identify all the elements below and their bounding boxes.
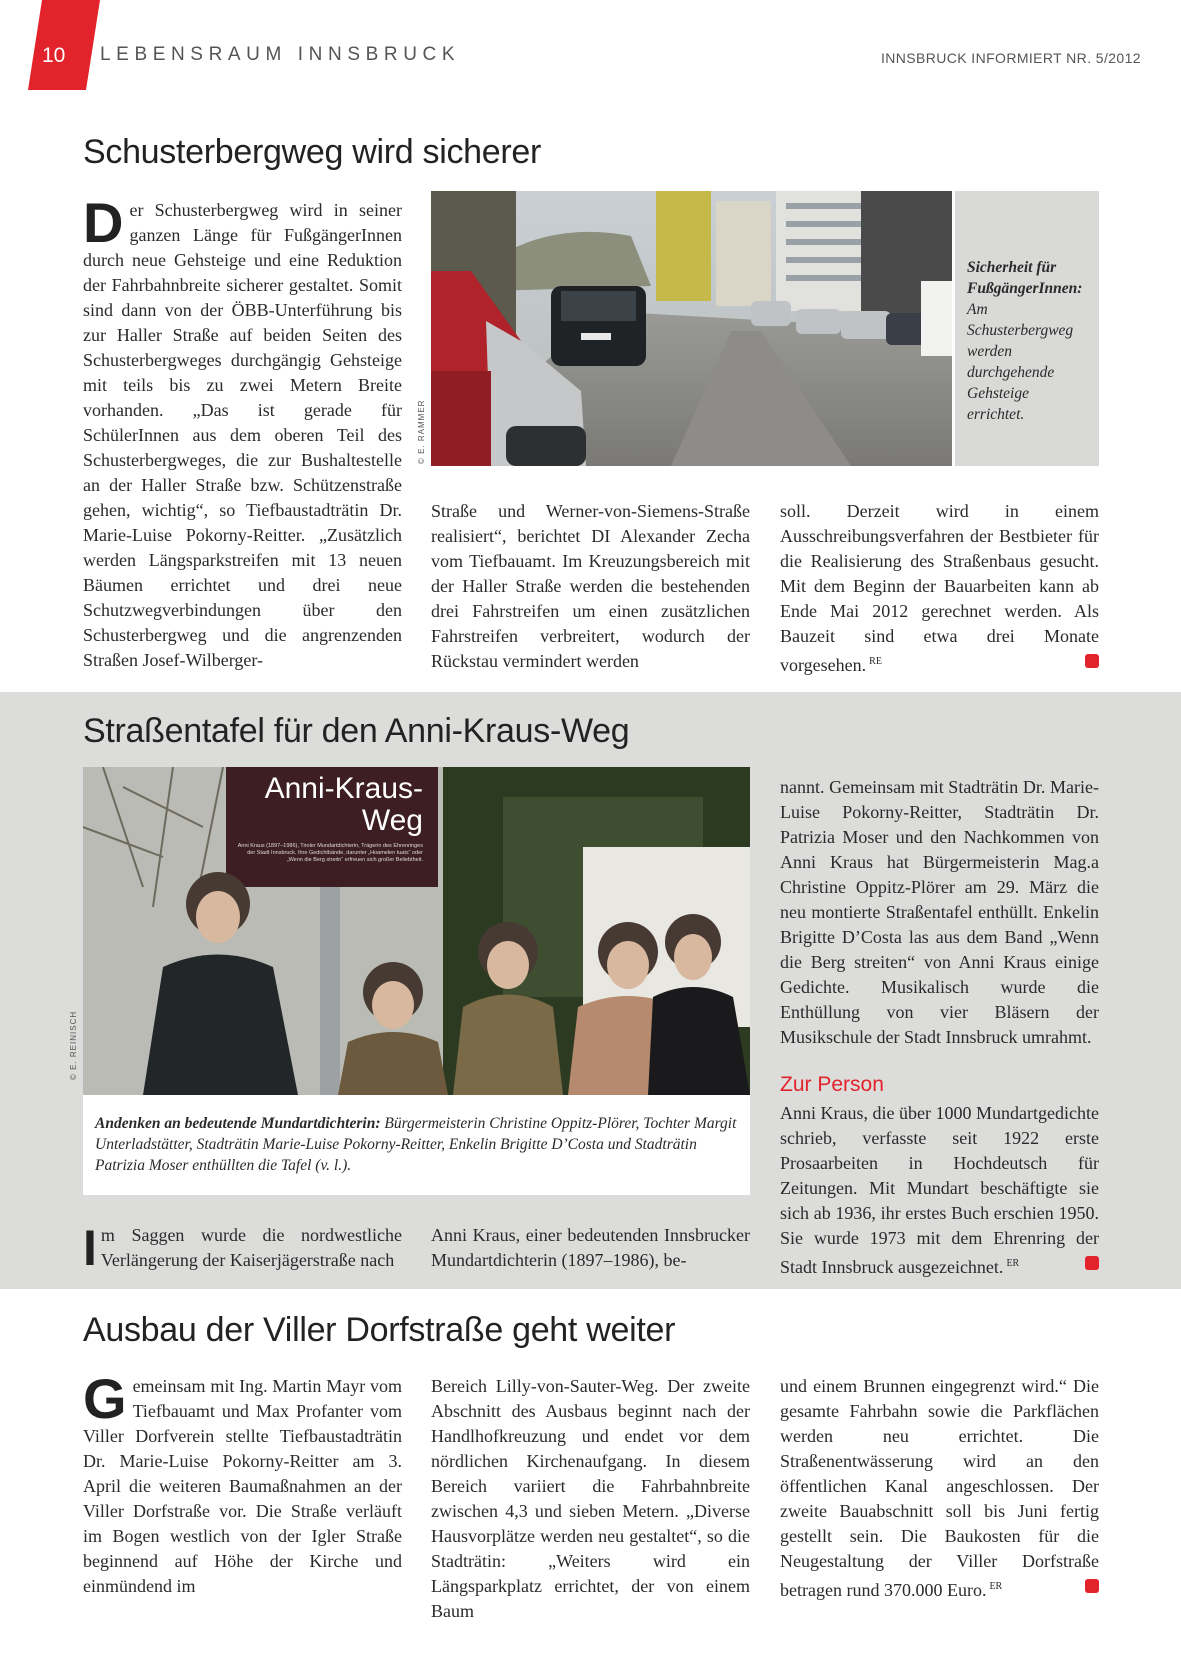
- street-sign-title-line1: Anni-Kraus-: [264, 772, 423, 805]
- article1-column-2: [431, 499, 750, 674]
- zur-person-heading: Zur Person: [780, 1073, 884, 1096]
- article2-column-1: [83, 1220, 402, 1276]
- street-sign-photo: [83, 767, 750, 1095]
- article3-column-1: [83, 1367, 402, 1599]
- article1-col3-text: soll. Derzeit wird in einem Ausschreibungsverfahren der Bestbieter für die Realisierung des Straßenbaus gesucht. Mit dem Beginn der Bauarbeiten kann ab Ende Mai 2012 gerechnet werden. Als Bauzeit sind etwa drei Monate vorgesehen.: [780, 501, 1099, 675]
- article2-column-3: [780, 775, 1099, 1280]
- section-label: LEBENSRAUM INNSBRUCK: [100, 44, 461, 65]
- article2-photo-caption: [83, 1095, 750, 1195]
- article3-dropcap: G: [83, 1367, 127, 1430]
- article3-end-mark: [1085, 1579, 1099, 1593]
- article1-end-mark: [1085, 654, 1099, 668]
- street-sign-text: Anni Kraus (1897–1986), Tiroler Mundartdichterin, Trägerin des Ehrenringes der Stadt Innsbruck. Ihre Gedichtbände, darunter „Hoamelen tuats“ oder „Wenn die Berg streitn“ erfreuen sich großer Beliebtheit.: [237, 843, 423, 863]
- street-photo: [431, 191, 952, 466]
- article2-col2-text: Anni Kraus, einer bedeutenden Innsbrucker Mundartdichterin (1897–1986), be-: [431, 1225, 750, 1270]
- zur-person-text: Anni Kraus, die über 1000 Mundartgedichte schrieb, verfasste seit 1922 erste Prosaarbeiten in Hochdeutsch für Zeitungen. Mit Mundart beschäftigte sie sich ab 1936, ihr erstes Buch erschien 1950. Sie wurde 1973 mit dem Ehrenring der Stadt Innsbruck ausgezeichnet.: [780, 1103, 1099, 1277]
- street-sign-title-line2: Weg: [361, 804, 423, 837]
- article1-dropcap: D: [83, 191, 124, 254]
- article1-col2-text: Straße und Werner-von-Siemens-Straße realisiert“, berichtet DI Alexander Zecha vom Tiefbauamt. Im Kreuzungsbereich mit der Haller Straße werden die bestehenden drei Fahrstreifen um einen zusätzlichen Fahrstreifen verbreitert, wodurch der Rückstau vermindert werden: [431, 501, 750, 671]
- article1-initials: RE: [869, 656, 882, 667]
- article2-end-mark: [1085, 1256, 1099, 1270]
- article3-column-2: [431, 1374, 750, 1624]
- article2-initials: ER: [1006, 1258, 1020, 1269]
- article1-caption-text: Am Schusterbergweg werden durchgehende Gehsteige errichtet.: [967, 301, 1074, 423]
- article2-photo-credit: © E. REINISCH: [69, 1010, 78, 1080]
- article2-caption-bold: Andenken an bedeutende Mundartdichterin:: [95, 1115, 381, 1132]
- article1-column-3: [780, 499, 1099, 678]
- article3-col1-text: emeinsam mit Ing. Martin Mayr vom Tiefbauamt und Max Profanter vom Viller Dorfverein stellte Tiefbaustadträtin Dr. Marie-Luise Pokorny-Reitter am 3. April die weiteren Baumaßnahmen an der Viller Dorfstraße vor. Die Straße verläuft im Bogen westlich von der Igler Straße beginnend auf Höhe der Kirche und einmündend im: [83, 1376, 402, 1596]
- article3-title: Ausbau der Viller Dorfstraße geht weiter: [83, 1311, 676, 1349]
- article3-initials: ER: [989, 1581, 1003, 1592]
- article1-col1-text: er Schusterbergweg wird in seiner ganzen Länge für FußgängerInnen durch neue Gehsteige und eine Reduktion der Fahrbahnbreite sicherer gestaltet. Somit sind dann von der ÖBB-Unterführung bis zur Haller Straße auf beiden Seiten des Schusterbergweges durchgängig Gehsteige mit teils bis zu zwei Metern Breite vorhanden. „Das ist gerade für SchülerInnen aus dem oberen Teil des Schusterbergweges, die zur Bushaltestelle an der Haller Straße bzw. Schützenstraße gehen, wichtig“, so Tiefbaustadträtin Dr. Marie-Luise Pokorny-Reitter. „Zusätzlich werden Längsparkstreifen mit 13 neuen Bäumen errichtet und drei neue Schutzwegverbindungen über den Schusterbergweg und die angrenzenden Straßen Josef-Wilberger-: [83, 200, 402, 670]
- article2-title: Straßentafel für den Anni-Kraus-Weg: [83, 712, 630, 750]
- article1-photo-caption: [955, 191, 1099, 466]
- article2-col3-text: nannt. Gemeinsam mit Stadträtin Dr. Marie-Luise Pokorny-Reitter, Stadträtin Dr. Patrizia Moser und den Nachkommen von Anni Kraus hat Bürgermeisterin Mag.a Christine Oppitz-Plörer am 29. März die neu montierte Straßentafel enthüllt. Enkelin Brigitte D’Costa las aus dem Band „Wenn die Berg streiten“ von Anni Kraus einige Gedichte. Musikalisch wurde die Enthüllung von vier Bläsern der Musikschule der Stadt Innsbruck umrahmt.: [780, 777, 1099, 1047]
- article2-dropcap: I: [83, 1220, 97, 1276]
- street-sign: [233, 767, 433, 885]
- article1-photo-credit: © E. RAMMER: [417, 399, 426, 464]
- article2-column-2: [431, 1223, 750, 1273]
- street-photo-image: [431, 191, 952, 466]
- article3-col2-text: Bereich Lilly-von-Sauter-Weg. Der zweite Abschnitt des Ausbaus beginnt nach der Handlhofkreuzung und endet vor dem nördlichen Kirchenaufgang. In diesem Bereich variiert die Fahrbahnbreite zwischen 4,3 und sieben Metern. „Diverse Hausvorplätze werden neu gestaltet“, so die Stadträtin: „Weiters wird ein Längsparkplatz errichtet, der von einem Baum: [431, 1376, 750, 1621]
- issue-label: INNSBRUCK INFORMIERT NR. 5/2012: [880, 50, 1141, 66]
- article1-caption-bold: Sicherheit für FußgängerInnen:: [967, 259, 1083, 297]
- article3-column-3: [780, 1374, 1099, 1603]
- page-number: 10: [42, 44, 66, 67]
- article1-title: Schusterbergweg wird sicherer: [83, 133, 542, 171]
- article3-col3-text: und einem Brunnen eingegrenzt wird.“ Die gesamte Fahrbahn sowie die Parkflächen werden neu errichtet. Die Straßenentwässerung wird an den öffentlichen Kanal angeschlossen. Der zweite Bauabschnitt soll bis Juni fertig gestellt sein. Die Baukosten für die Neugestaltung der Viller Dorfstraße betragen rund 370.000 Euro.: [780, 1376, 1099, 1600]
- article2-caption-text: Bürgermeisterin Christine Oppitz-Plörer, Tochter Margit Unterladstätter, Stadträtin Marie-Luise Pokorny-Reitter, Enkelin Brigitte D’Costa und Stadträtin Patrizia Moser enthüllten die Tafel (v. l.).: [95, 1115, 737, 1174]
- article2-col1-text: m Saggen wurde die nordwestliche Verlängerung der Kaiserjägerstraße nach: [100, 1225, 402, 1270]
- article1-column-1: [83, 191, 402, 673]
